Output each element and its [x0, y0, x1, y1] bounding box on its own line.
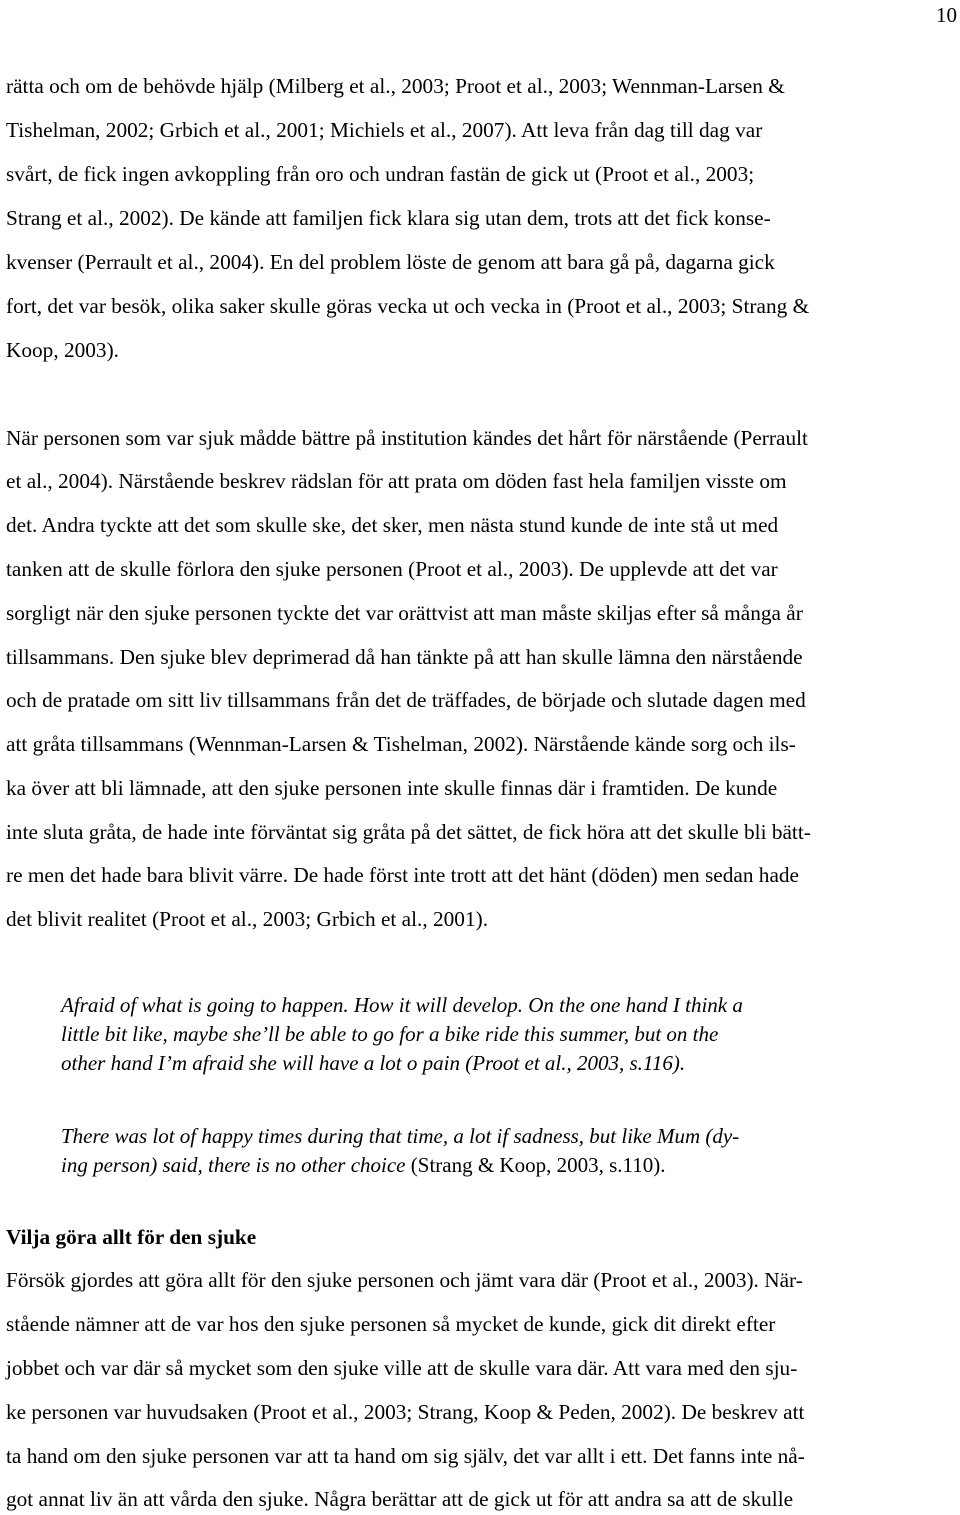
text-line: det. Andra tyckte att det som skulle ske, det sker, men nästa stund kunde de inte stå ut med [6, 513, 779, 537]
quote-line [61, 1151, 665, 1179]
text-line: got annat liv än att vårda den sjuke. Några berättar att de gick ut för att andra sa att de skulle [6, 1487, 794, 1511]
text-line: tanken att de skulle förlora den sjuke personen (Proot et al., 2003). De upplevde att det var [6, 557, 778, 581]
text-line: inte sluta gråta, de hade inte förväntat sig gråta på det sättet, de fick höra att det skulle bli bätt- [6, 820, 811, 844]
text-line: tillsammans. Den sjuke blev deprimerad då han tänkte på att han skulle lämna den närstående [6, 645, 803, 669]
text-line: Tishelman, 2002; Grbich et al., 2001; Michiels et al., 2007). Att leva från dag till dag var [6, 118, 763, 142]
text-line: ke personen var huvudsaken (Proot et al., 2003; Strang, Koop & Peden, 2002). De beskrev att [6, 1400, 805, 1424]
text-line: jobbet och var där så mycket som den sjuke ville att de skulle vara där. Att vara med den sju- [6, 1356, 798, 1380]
text-line: Försök gjordes att göra allt för den sjuke personen och jämt vara där (Proot et al., 2003). När- [6, 1268, 803, 1292]
text-line: svårt, de fick ingen avkoppling från oro och undran fastän de gick ut (Proot et al., 2003; [6, 162, 755, 186]
quote-citation: (Strang & Koop, 2003, s.110). [405, 1153, 666, 1177]
text-line: fort, det var besök, olika saker skulle göras vecka ut och vecka in (Proot et al., 2003; Strang & [6, 294, 810, 318]
text-line: et al., 2004). Närstående beskrev rädslan för att prata om döden fast hela familjen visste om [6, 469, 787, 493]
quote-line: There was lot of happy times during that time, a lot if sadness, but like Mum (dy- [61, 1124, 740, 1148]
text-line: det blivit realitet (Proot et al., 2003; Grbich et al., 2001). [6, 907, 489, 931]
text-line: Strang et al., 2002). De kände att familjen fick klara sig utan dem, trots att det fick konse- [6, 206, 771, 230]
text-line: kvenser (Perrault et al., 2004). En del problem löste de genom att bara gå på, dagarna gick [6, 250, 775, 274]
text-line: stående nämner att de var hos den sjuke personen så mycket de kunde, gick dit direkt efter [6, 1312, 776, 1336]
quote-line: other hand I’m afraid she will have a lot o pain (Proot et al., 2003, s.116). [61, 1051, 686, 1075]
quote-text: ing person) said, there is no other choice [61, 1153, 406, 1177]
text-line: ka över att bli lämnade, att den sjuke personen inte skulle finnas där i framtiden. De kunde [6, 776, 778, 800]
page-number: 10 [936, 3, 957, 27]
text-line: När personen som var sjuk mådde bättre på institution kändes det hårt för närstående (Perrault [6, 426, 808, 450]
quote-line: little bit like, maybe she’ll be able to go for a bike ride this summer, but on the [61, 1022, 719, 1046]
text-line: ta hand om den sjuke personen var att ta hand om sig själv, det var allt i ett. Det fanns inte nå- [6, 1444, 805, 1468]
text-line: och de pratade om sitt liv tillsammans från det de träffades, de började och slutade dagen med [6, 688, 806, 712]
section-heading: Vilja göra allt för den sjuke [6, 1225, 257, 1249]
quote-line: Afraid of what is going to happen. How it will develop. On the one hand I think a [61, 993, 743, 1017]
text-line: re men det hade bara blivit värre. De hade först inte trott att det hänt (döden) men sedan hade [6, 863, 799, 887]
text-line: rätta och om de behövde hjälp (Milberg et al., 2003; Proot et al., 2003; Wennman-Larsen & [6, 74, 785, 98]
text-line: sorgligt när den sjuke personen tyckte det var orättvist att man måste skiljas efter så många år [6, 601, 803, 625]
text-line: Koop, 2003). [6, 338, 119, 362]
text-line: att gråta tillsammans (Wennman-Larsen & Tishelman, 2002). Närstående kände sorg och ils- [6, 732, 796, 756]
